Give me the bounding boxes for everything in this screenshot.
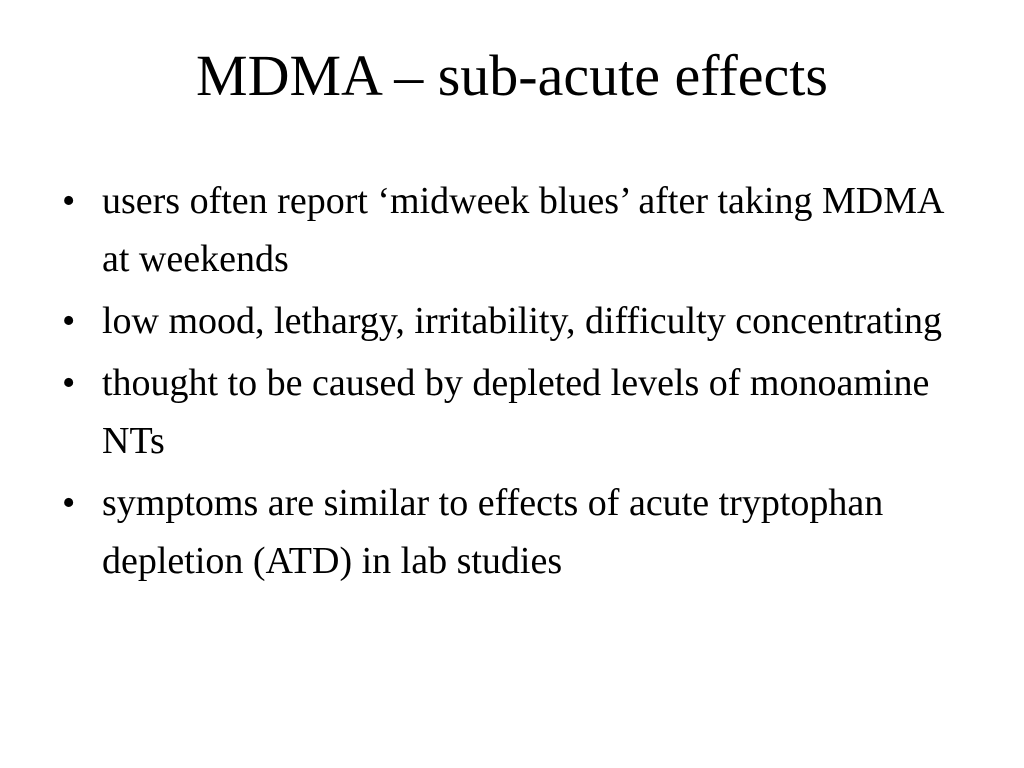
bullet-icon: • <box>62 362 76 404</box>
list-item <box>62 292 972 350</box>
list-item <box>62 354 972 470</box>
bullet-icon: • <box>62 482 76 524</box>
bullet-text: symptoms are similar to effects of acute tryptophan depletion (ATD) in lab studies <box>102 482 884 582</box>
bullet-icon: • <box>62 180 76 222</box>
list-item <box>62 474 972 590</box>
bullet-list <box>62 172 972 594</box>
bullet-text: low mood, lethargy, irritability, difficulty concentrating <box>102 300 943 342</box>
bullet-icon: • <box>62 300 76 342</box>
bullet-text: thought to be caused by depleted levels of monoamine NTs <box>102 362 930 462</box>
slide-title: MDMA – sub-acute effects <box>196 43 828 108</box>
list-item <box>62 172 972 288</box>
bullet-text: users often report ‘midweek blues’ after taking MDMA at weekends <box>102 180 943 280</box>
